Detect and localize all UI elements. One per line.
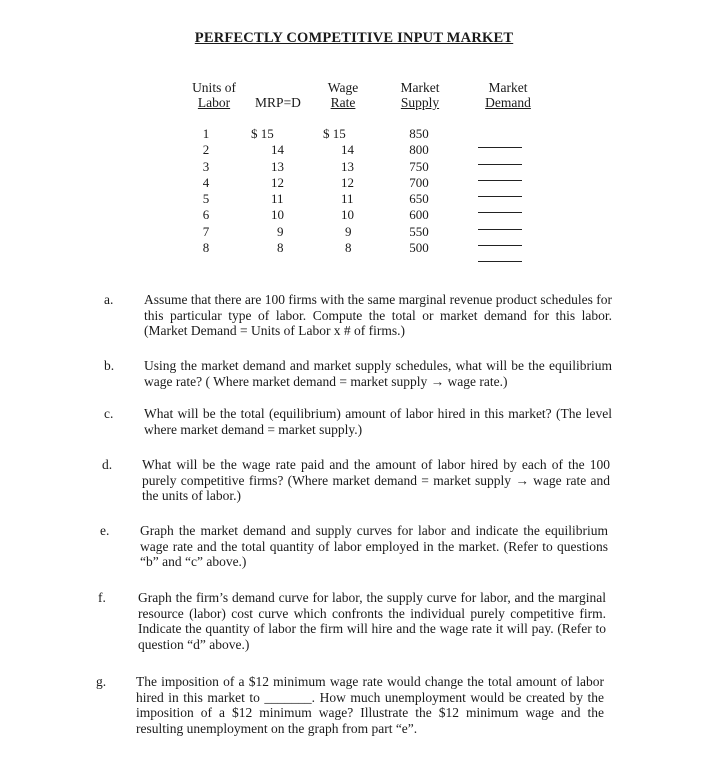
question-label: b. bbox=[104, 358, 115, 373]
mrp-cell: 8 bbox=[277, 240, 284, 256]
header-units-of-labor bbox=[184, 80, 244, 110]
question-text: What will be the wage rate paid and the amount of labor hired by each of the 100 purely competitive firms? (Where market demand = market supply → wage rate and the units of labor.) bbox=[142, 457, 610, 503]
wage-cell: $ 15 bbox=[323, 126, 346, 141]
supply-column bbox=[404, 126, 434, 256]
header-demand-line1: Market bbox=[488, 80, 528, 95]
units-cell: 8 bbox=[202, 240, 210, 256]
mrp-cell: 9 bbox=[277, 223, 284, 239]
question-label: g. bbox=[96, 674, 107, 689]
supply-cell: 750 bbox=[409, 158, 429, 174]
question-label: a. bbox=[104, 292, 114, 307]
demand-answer-blank[interactable] bbox=[478, 148, 522, 164]
supply-cell: 700 bbox=[409, 174, 429, 190]
mrp-cell: 13 bbox=[271, 158, 284, 174]
wage-cell: 8 bbox=[345, 240, 352, 256]
header-supply-line2: Supply bbox=[400, 95, 440, 110]
wage-cell: 12 bbox=[341, 174, 354, 190]
header-market-supply bbox=[390, 80, 450, 110]
header-wage-line2: Rate bbox=[330, 95, 356, 110]
supply-cell: 650 bbox=[409, 191, 429, 207]
wage-cell: 9 bbox=[345, 223, 352, 239]
header-demand-line2: Demand bbox=[485, 95, 531, 110]
supply-cell: 500 bbox=[409, 240, 429, 256]
header-supply-line1: Market bbox=[400, 80, 440, 95]
demand-answer-blank[interactable] bbox=[478, 132, 522, 148]
question-label: f. bbox=[98, 590, 106, 605]
units-cell: 1 bbox=[202, 126, 210, 141]
mrp-cell: 11 bbox=[271, 191, 284, 207]
question-text: Graph the market demand and supply curves for labor and indicate the equilibrium wage rate and the total quantity of labor employed in the market. (Refer to questions “b” and “c” above.) bbox=[140, 523, 608, 569]
header-units-line2: Labor bbox=[197, 95, 231, 110]
header-wage-rate bbox=[318, 80, 368, 110]
question-text: Graph the firm’s demand curve for labor, the supply curve for labor, and the marginal resource (labor) cost curve which confronts the individual purely competitive firm. Indicate the quantity of labor the firm will hire and the wage rate it will pay. (Refer to question “d” above.) bbox=[138, 590, 606, 652]
question-label: e. bbox=[100, 523, 110, 538]
wage-column bbox=[323, 126, 363, 256]
mrp-cell: 14 bbox=[271, 142, 284, 158]
question-text: Assume that there are 100 firms with the same marginal revenue product schedules for this particular type of labor. Compute the total or market demand for this labor. (Market Demand = Units of Labor x # of firms.) bbox=[144, 292, 612, 338]
question-text: The imposition of a $12 minimum wage rate would change the total amount of labor hired in this market to _______. How much unemployment would be created by the imposition of a $12 minimum wage? Illustrate the $12 minimum wage and the resulting unemployment on the graph from part “e”. bbox=[136, 674, 604, 736]
demand-answer-blank[interactable] bbox=[478, 246, 522, 262]
mrp-cell: 10 bbox=[271, 207, 284, 223]
demand-answer-blank[interactable] bbox=[478, 230, 522, 246]
question-text: Using the market demand and market supply schedules, what will be the equilibrium wage rate? ( Where market demand = market supply → wage rate.) bbox=[144, 358, 612, 389]
header-mrp bbox=[248, 95, 308, 110]
header-units-line1: Units of bbox=[192, 80, 236, 95]
wage-cell: 10 bbox=[341, 207, 354, 223]
header-market-demand bbox=[476, 80, 540, 110]
demand-answer-blank[interactable] bbox=[478, 197, 522, 213]
wage-cell: 13 bbox=[341, 158, 354, 174]
page-title: PERFECTLY COMPETITIVE INPUT MARKET bbox=[194, 30, 514, 46]
units-column bbox=[196, 126, 216, 256]
units-cell: 7 bbox=[202, 223, 210, 239]
demand-answer-column bbox=[478, 132, 522, 262]
question-text: What will be the total (equilibrium) amount of labor hired in this market? (The level where market demand = market supply.) bbox=[144, 406, 612, 437]
demand-answer-blank[interactable] bbox=[478, 165, 522, 181]
demand-answer-blank[interactable] bbox=[478, 181, 522, 197]
wage-cell: 11 bbox=[341, 191, 354, 207]
question-label: d. bbox=[102, 457, 113, 472]
mrp-column bbox=[251, 126, 291, 256]
supply-cell: 600 bbox=[409, 207, 429, 223]
demand-answer-blank[interactable] bbox=[478, 213, 522, 229]
mrp-cell: $ 15 bbox=[251, 126, 274, 141]
units-cell: 3 bbox=[202, 158, 210, 174]
header-mrp-label: MRP=D bbox=[255, 95, 301, 110]
units-cell: 5 bbox=[202, 191, 210, 207]
question-label: c. bbox=[104, 406, 114, 421]
supply-cell: 550 bbox=[409, 223, 429, 239]
units-cell: 2 bbox=[202, 142, 210, 158]
mrp-cell: 12 bbox=[271, 174, 284, 190]
units-cell: 6 bbox=[202, 207, 210, 223]
supply-cell: 850 bbox=[409, 126, 429, 141]
units-cell: 4 bbox=[202, 174, 210, 190]
wage-cell: 14 bbox=[341, 142, 354, 158]
supply-cell: 800 bbox=[409, 142, 429, 158]
header-wage-line1: Wage bbox=[327, 80, 359, 95]
